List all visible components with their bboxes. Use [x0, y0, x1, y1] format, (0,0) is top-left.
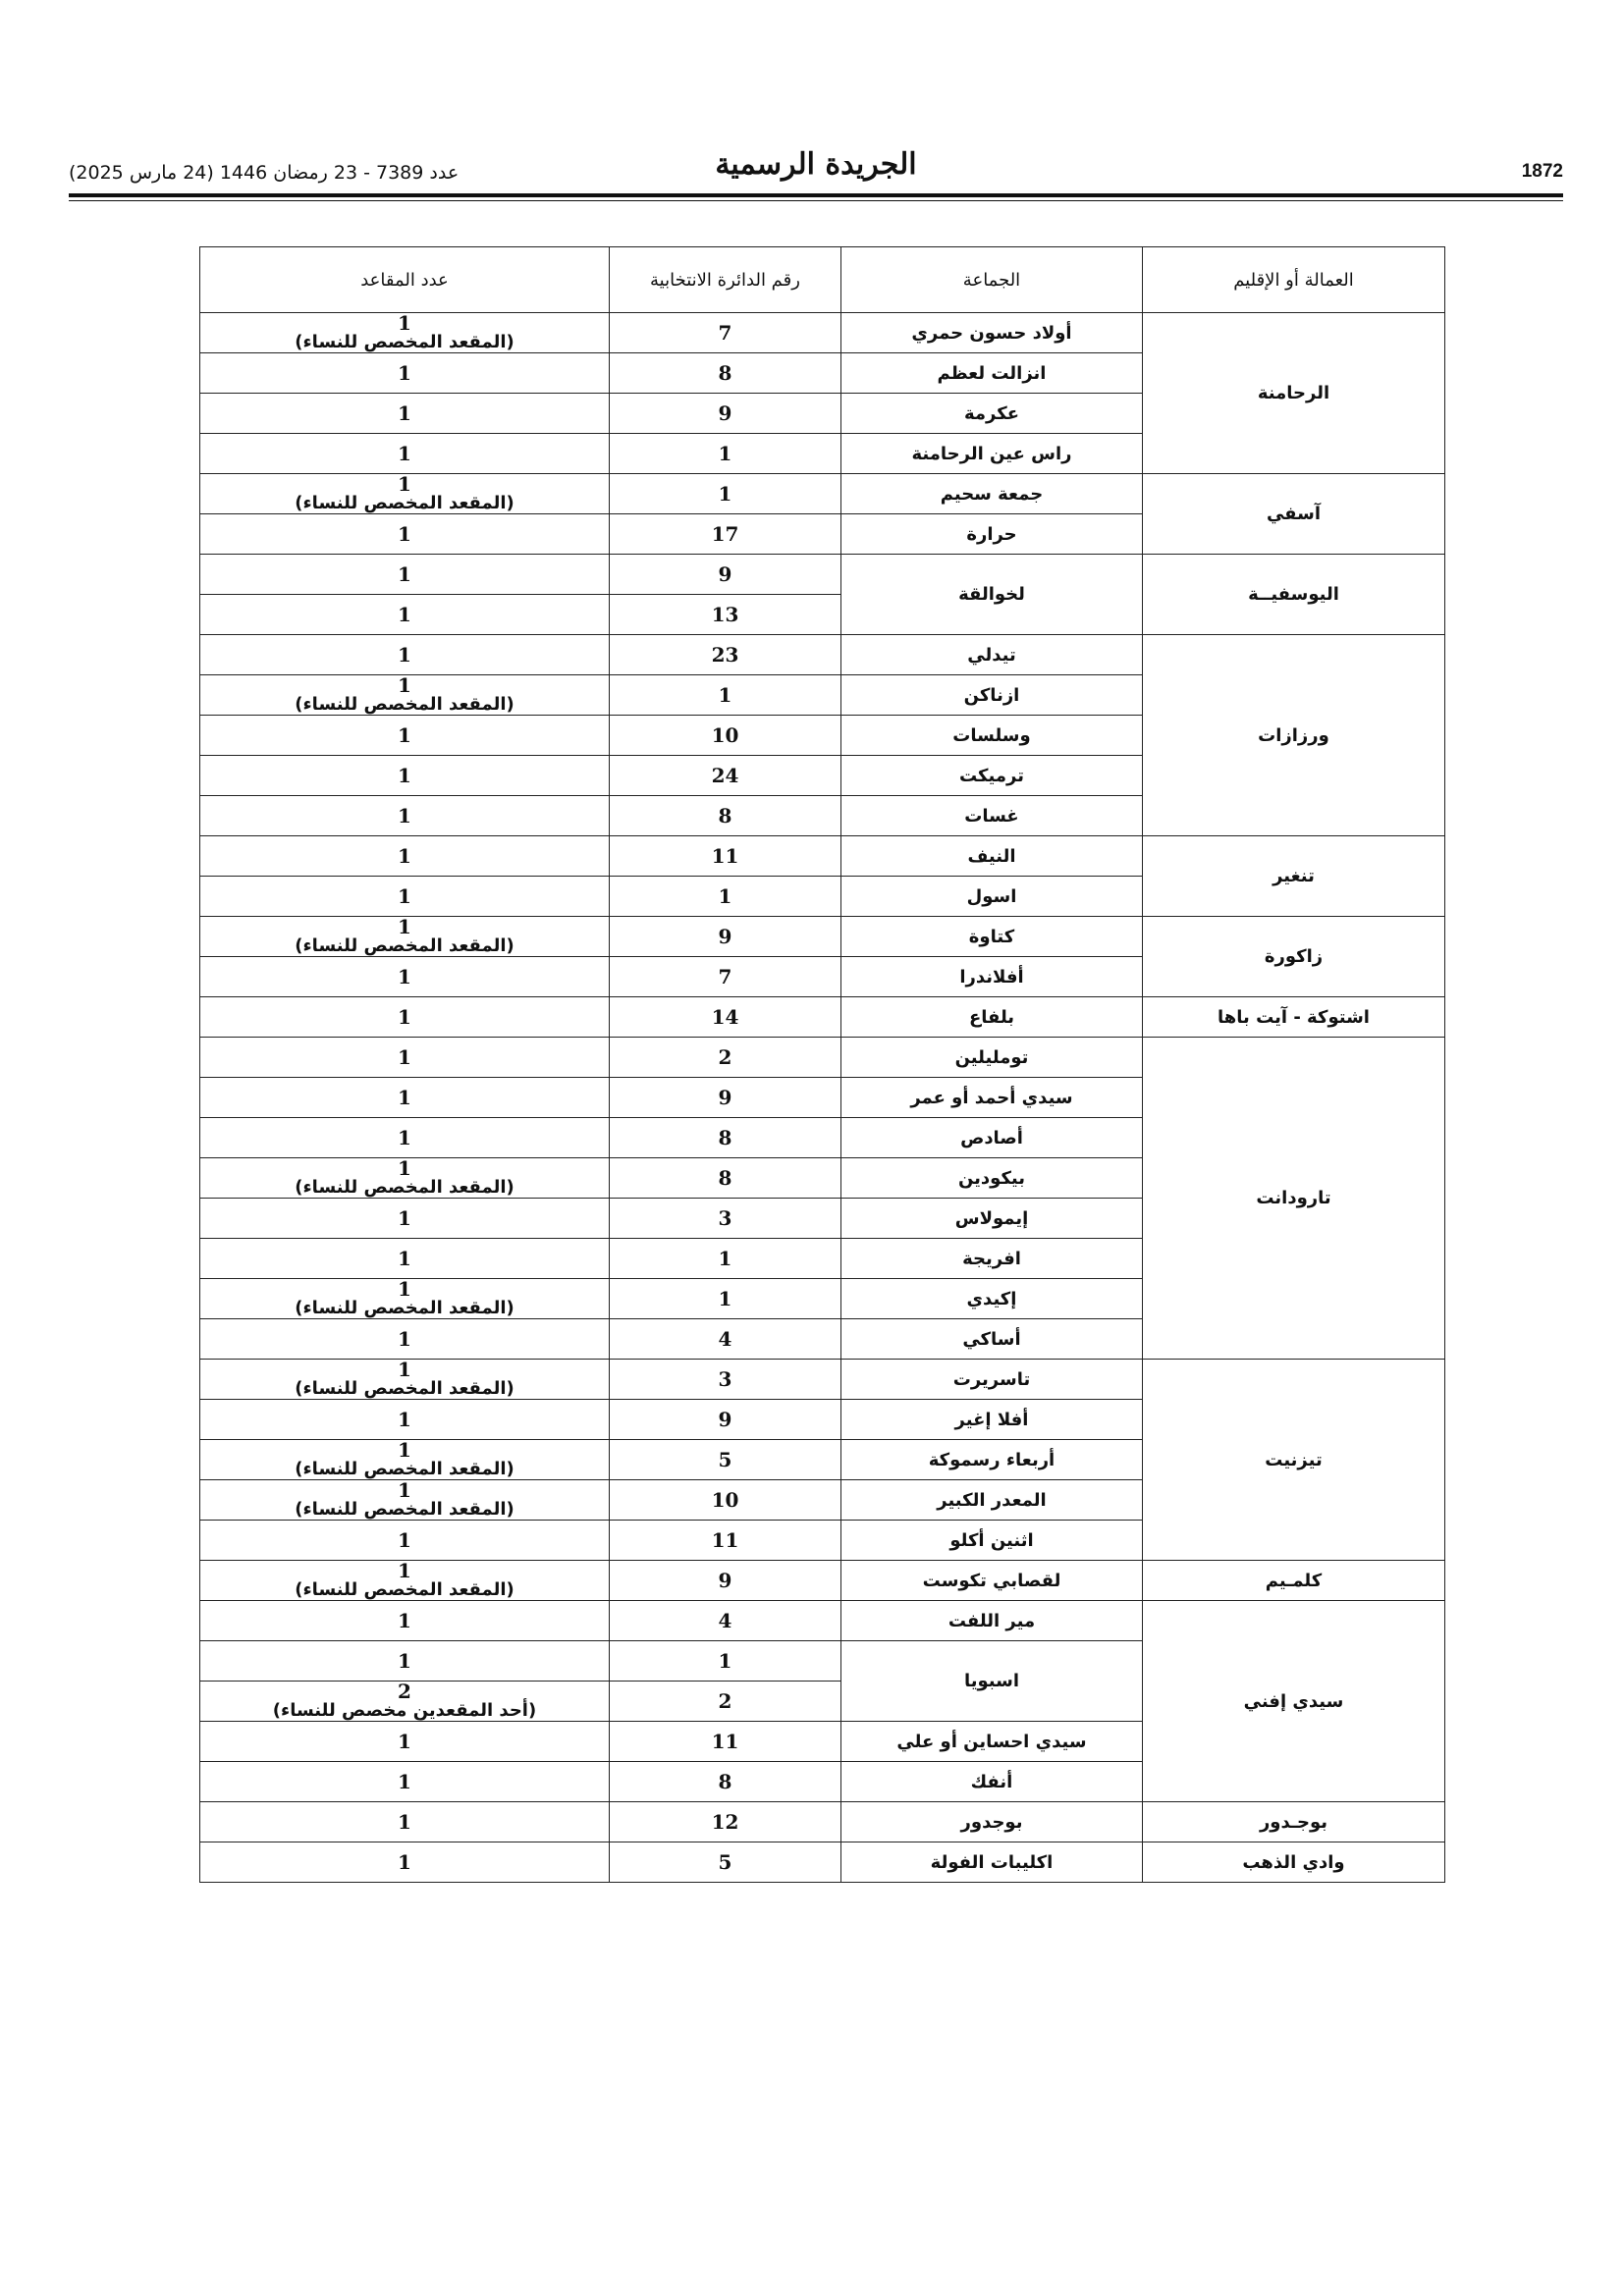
seats-cell — [200, 1641, 610, 1682]
seat-note: (المقعد المخصص للنساء) — [295, 935, 514, 956]
seat-note: (المقعد المخصص للنساء) — [295, 1499, 514, 1520]
province-cell: آسفي — [1143, 474, 1445, 555]
seats-cell — [200, 716, 610, 756]
seats-cell — [200, 1601, 610, 1641]
column-header-commune: الجماعة — [841, 247, 1143, 313]
commune-cell: أفلاندرا — [841, 957, 1143, 997]
seat-note: (أحد المقعدين مخصص للنساء) — [272, 1700, 537, 1721]
circle-number-cell: 1 — [610, 1239, 841, 1279]
circle-number-cell: 1 — [610, 434, 841, 474]
commune-cell: وسلسات — [841, 716, 1143, 756]
seats-table — [199, 246, 1445, 1883]
seats-cell — [200, 796, 610, 836]
circle-number-cell: 8 — [610, 1762, 841, 1802]
seat-note: (المقعد المخصص للنساء) — [295, 1579, 514, 1600]
commune-cell: ازناكن — [841, 675, 1143, 716]
seats-cell — [200, 1682, 610, 1722]
circle-number-cell: 1 — [610, 675, 841, 716]
seat-note: (المقعد المخصص للنساء) — [295, 1177, 514, 1198]
seat-count: 1 — [398, 1559, 411, 1582]
circle-number-cell: 9 — [610, 1400, 841, 1440]
seat-count: 1 — [398, 1438, 411, 1462]
circle-number-cell: 13 — [610, 595, 841, 635]
seat-count: 1 — [398, 1326, 411, 1351]
commune-cell: غسات — [841, 796, 1143, 836]
circle-number-cell: 11 — [610, 1722, 841, 1762]
commune-cell: المعدر الكبير — [841, 1480, 1143, 1521]
circle-number-cell: 8 — [610, 796, 841, 836]
province-cell: بوجـدور — [1143, 1802, 1445, 1842]
commune-cell: انزالت لعظم — [841, 353, 1143, 394]
circle-number-cell: 1 — [610, 1279, 841, 1319]
seats-cell — [200, 836, 610, 877]
seats-cell — [200, 1842, 610, 1883]
seats-cell — [200, 1199, 610, 1239]
circle-number-cell: 23 — [610, 635, 841, 675]
circle-number-cell: 11 — [610, 1521, 841, 1561]
seat-count: 1 — [398, 1205, 411, 1230]
circle-number-cell: 7 — [610, 957, 841, 997]
seat-note: (المقعد المخصص للنساء) — [295, 1378, 514, 1399]
circle-number-cell: 8 — [610, 1118, 841, 1158]
seat-count: 1 — [398, 1156, 411, 1180]
seats-cell — [200, 877, 610, 917]
province-cell: وادي الذهب — [1143, 1842, 1445, 1883]
seat-count: 1 — [398, 1246, 411, 1270]
seat-count: 1 — [398, 1648, 411, 1673]
journal-title: الجريدة الرسمية — [715, 147, 917, 182]
circle-number-cell: 1 — [610, 1641, 841, 1682]
seat-count: 1 — [398, 1809, 411, 1834]
commune-cell: تيدلي — [841, 635, 1143, 675]
circle-number-cell: 12 — [610, 1802, 841, 1842]
commune-cell: لخوالقة — [841, 555, 1143, 635]
circle-number-cell: 5 — [610, 1440, 841, 1480]
seat-count: 1 — [398, 915, 411, 938]
seats-cell — [200, 1078, 610, 1118]
seat-count: 1 — [398, 311, 411, 335]
commune-cell: ترميكت — [841, 756, 1143, 796]
table-row — [200, 313, 1445, 353]
commune-cell: اكليبات الفولة — [841, 1842, 1143, 1883]
commune-cell: إكيدي — [841, 1279, 1143, 1319]
province-cell: اليوسفيــة — [1143, 555, 1445, 635]
seats-cell — [200, 595, 610, 635]
header-rule-thin — [69, 200, 1563, 201]
seats-cell — [200, 353, 610, 394]
seat-count: 1 — [398, 561, 411, 586]
commune-cell: اسبويا — [841, 1641, 1143, 1722]
commune-cell: حرارة — [841, 514, 1143, 555]
circle-number-cell: 11 — [610, 836, 841, 877]
province-cell: الرحامنة — [1143, 313, 1445, 474]
commune-cell: لقصابي تكوست — [841, 1561, 1143, 1601]
seats-cell — [200, 1400, 610, 1440]
commune-cell: تومليلين — [841, 1038, 1143, 1078]
seat-count: 1 — [398, 883, 411, 908]
commune-cell: تاسريرت — [841, 1360, 1143, 1400]
commune-cell: أربعاء رسموكة — [841, 1440, 1143, 1480]
seat-count: 1 — [398, 1527, 411, 1552]
circle-number-cell: 9 — [610, 1078, 841, 1118]
seats-cell — [200, 756, 610, 796]
commune-cell: أنفك — [841, 1762, 1143, 1802]
seats-cell — [200, 1279, 610, 1319]
seats-cell — [200, 1038, 610, 1078]
province-cell: ورزازات — [1143, 635, 1445, 836]
circle-number-cell: 8 — [610, 1158, 841, 1199]
commune-cell: أساكي — [841, 1319, 1143, 1360]
seat-count: 1 — [398, 472, 411, 496]
column-header-circle: رقم الدائرة الانتخابية — [610, 247, 841, 313]
seat-note: (المقعد المخصص للنساء) — [295, 493, 514, 513]
commune-cell: سيدي أحمد أو عمر — [841, 1078, 1143, 1118]
seats-cell — [200, 474, 610, 514]
seat-note: (المقعد المخصص للنساء) — [295, 332, 514, 352]
table-row — [200, 555, 1445, 595]
province-cell: زاكورة — [1143, 917, 1445, 997]
seats-cell — [200, 1118, 610, 1158]
commune-cell: أفلا إغير — [841, 1400, 1143, 1440]
commune-cell: افريجة — [841, 1239, 1143, 1279]
circle-number-cell: 4 — [610, 1601, 841, 1641]
province-cell: اشتوكة - آيت باها — [1143, 997, 1445, 1038]
commune-cell: أصادص — [841, 1118, 1143, 1158]
seats-cell — [200, 1521, 610, 1561]
table-header-row — [200, 247, 1445, 313]
seats-cell — [200, 1762, 610, 1802]
table-row — [200, 1842, 1445, 1883]
commune-cell: بوجدور — [841, 1802, 1143, 1842]
seat-count: 1 — [398, 673, 411, 697]
seat-count: 1 — [398, 843, 411, 868]
seat-count: 1 — [398, 360, 411, 385]
circle-number-cell: 8 — [610, 353, 841, 394]
table-row — [200, 1802, 1445, 1842]
commune-cell: اثنين أكلو — [841, 1521, 1143, 1561]
circle-number-cell: 24 — [610, 756, 841, 796]
circle-number-cell: 9 — [610, 555, 841, 595]
column-header-province: العمالة أو الإقليم — [1143, 247, 1445, 313]
table-row — [200, 1601, 1445, 1641]
table-row — [200, 1360, 1445, 1400]
seat-count: 1 — [398, 763, 411, 787]
seats-cell — [200, 1239, 610, 1279]
seats-cell — [200, 635, 610, 675]
seats-cell — [200, 957, 610, 997]
circle-number-cell: 3 — [610, 1360, 841, 1400]
province-cell: سيدي إفني — [1143, 1601, 1445, 1802]
circle-number-cell: 2 — [610, 1682, 841, 1722]
page-number: 1872 — [1521, 161, 1563, 182]
table-row — [200, 836, 1445, 877]
seats-cell — [200, 1722, 610, 1762]
province-cell: تارودانت — [1143, 1038, 1445, 1360]
commune-cell: النيف — [841, 836, 1143, 877]
seat-count: 1 — [398, 602, 411, 626]
circle-number-cell: 5 — [610, 1842, 841, 1883]
seat-count: 1 — [398, 1004, 411, 1029]
column-header-seats: عدد المقاعد — [200, 247, 610, 313]
circle-number-cell: 10 — [610, 1480, 841, 1521]
circle-number-cell: 3 — [610, 1199, 841, 1239]
table-row — [200, 1038, 1445, 1078]
seat-count: 1 — [398, 521, 411, 546]
seats-cell — [200, 514, 610, 555]
table-body — [200, 313, 1445, 1883]
seat-count: 1 — [398, 441, 411, 465]
seat-count: 1 — [398, 1608, 411, 1632]
province-cell: تنغير — [1143, 836, 1445, 917]
commune-cell: عكرمة — [841, 394, 1143, 434]
seat-count: 1 — [398, 1407, 411, 1431]
seat-count: 1 — [398, 1769, 411, 1793]
seats-cell — [200, 1319, 610, 1360]
commune-cell: راس عين الرحامنة — [841, 434, 1143, 474]
province-cell: تيزنيت — [1143, 1360, 1445, 1561]
commune-cell: كتاوة — [841, 917, 1143, 957]
commune-cell: اسول — [841, 877, 1143, 917]
circle-number-cell: 7 — [610, 313, 841, 353]
seats-cell — [200, 555, 610, 595]
seat-count: 2 — [398, 1680, 411, 1703]
circle-number-cell: 14 — [610, 997, 841, 1038]
header-rule — [69, 193, 1563, 197]
seat-count: 1 — [398, 1085, 411, 1109]
seat-count: 1 — [398, 722, 411, 747]
issue-info: عدد 7389 - 23 رمضان 1446 (24 مارس 2025) — [69, 162, 460, 184]
seat-count: 1 — [398, 964, 411, 988]
seats-cell — [200, 394, 610, 434]
seat-count: 1 — [398, 1729, 411, 1753]
seats-cell — [200, 1360, 610, 1400]
seats-cell — [200, 1561, 610, 1601]
circle-number-cell: 4 — [610, 1319, 841, 1360]
seats-cell — [200, 997, 610, 1038]
seat-note: (المقعد المخصص للنساء) — [295, 694, 514, 715]
seat-note: (المقعد المخصص للنساء) — [295, 1298, 514, 1318]
circle-number-cell: 2 — [610, 1038, 841, 1078]
commune-cell: أولاد حسون حمري — [841, 313, 1143, 353]
seat-note: (المقعد المخصص للنساء) — [295, 1459, 514, 1479]
circle-number-cell: 1 — [610, 474, 841, 514]
seats-cell — [200, 917, 610, 957]
province-cell: كلمـيم — [1143, 1561, 1445, 1601]
commune-cell: إيمولاس — [841, 1199, 1143, 1239]
circle-number-cell: 9 — [610, 394, 841, 434]
seats-cell — [200, 434, 610, 474]
table-row — [200, 474, 1445, 514]
seat-count: 1 — [398, 1044, 411, 1069]
seats-cell — [200, 313, 610, 353]
seats-cell — [200, 675, 610, 716]
seat-count: 1 — [398, 642, 411, 667]
seat-count: 1 — [398, 400, 411, 425]
commune-cell: سيدي احساين أو علي — [841, 1722, 1143, 1762]
seats-cell — [200, 1158, 610, 1199]
circle-number-cell: 17 — [610, 514, 841, 555]
seats-cell — [200, 1440, 610, 1480]
commune-cell: بيكودين — [841, 1158, 1143, 1199]
table-row — [200, 917, 1445, 957]
seat-count: 1 — [398, 1125, 411, 1149]
circle-number-cell: 1 — [610, 877, 841, 917]
commune-cell: بلفاع — [841, 997, 1143, 1038]
circle-number-cell: 10 — [610, 716, 841, 756]
table-row — [200, 635, 1445, 675]
seats-cell — [200, 1480, 610, 1521]
circle-number-cell: 9 — [610, 1561, 841, 1601]
table-row — [200, 997, 1445, 1038]
seats-cell — [200, 1802, 610, 1842]
commune-cell: جمعة سحيم — [841, 474, 1143, 514]
commune-cell: مير اللفت — [841, 1601, 1143, 1641]
circle-number-cell: 9 — [610, 917, 841, 957]
seat-count: 1 — [398, 1277, 411, 1301]
table-row — [200, 1561, 1445, 1601]
seat-count: 1 — [398, 1478, 411, 1502]
page-header — [69, 147, 1563, 194]
seat-count: 1 — [398, 1849, 411, 1874]
seat-count: 1 — [398, 803, 411, 828]
seat-count: 1 — [398, 1358, 411, 1381]
